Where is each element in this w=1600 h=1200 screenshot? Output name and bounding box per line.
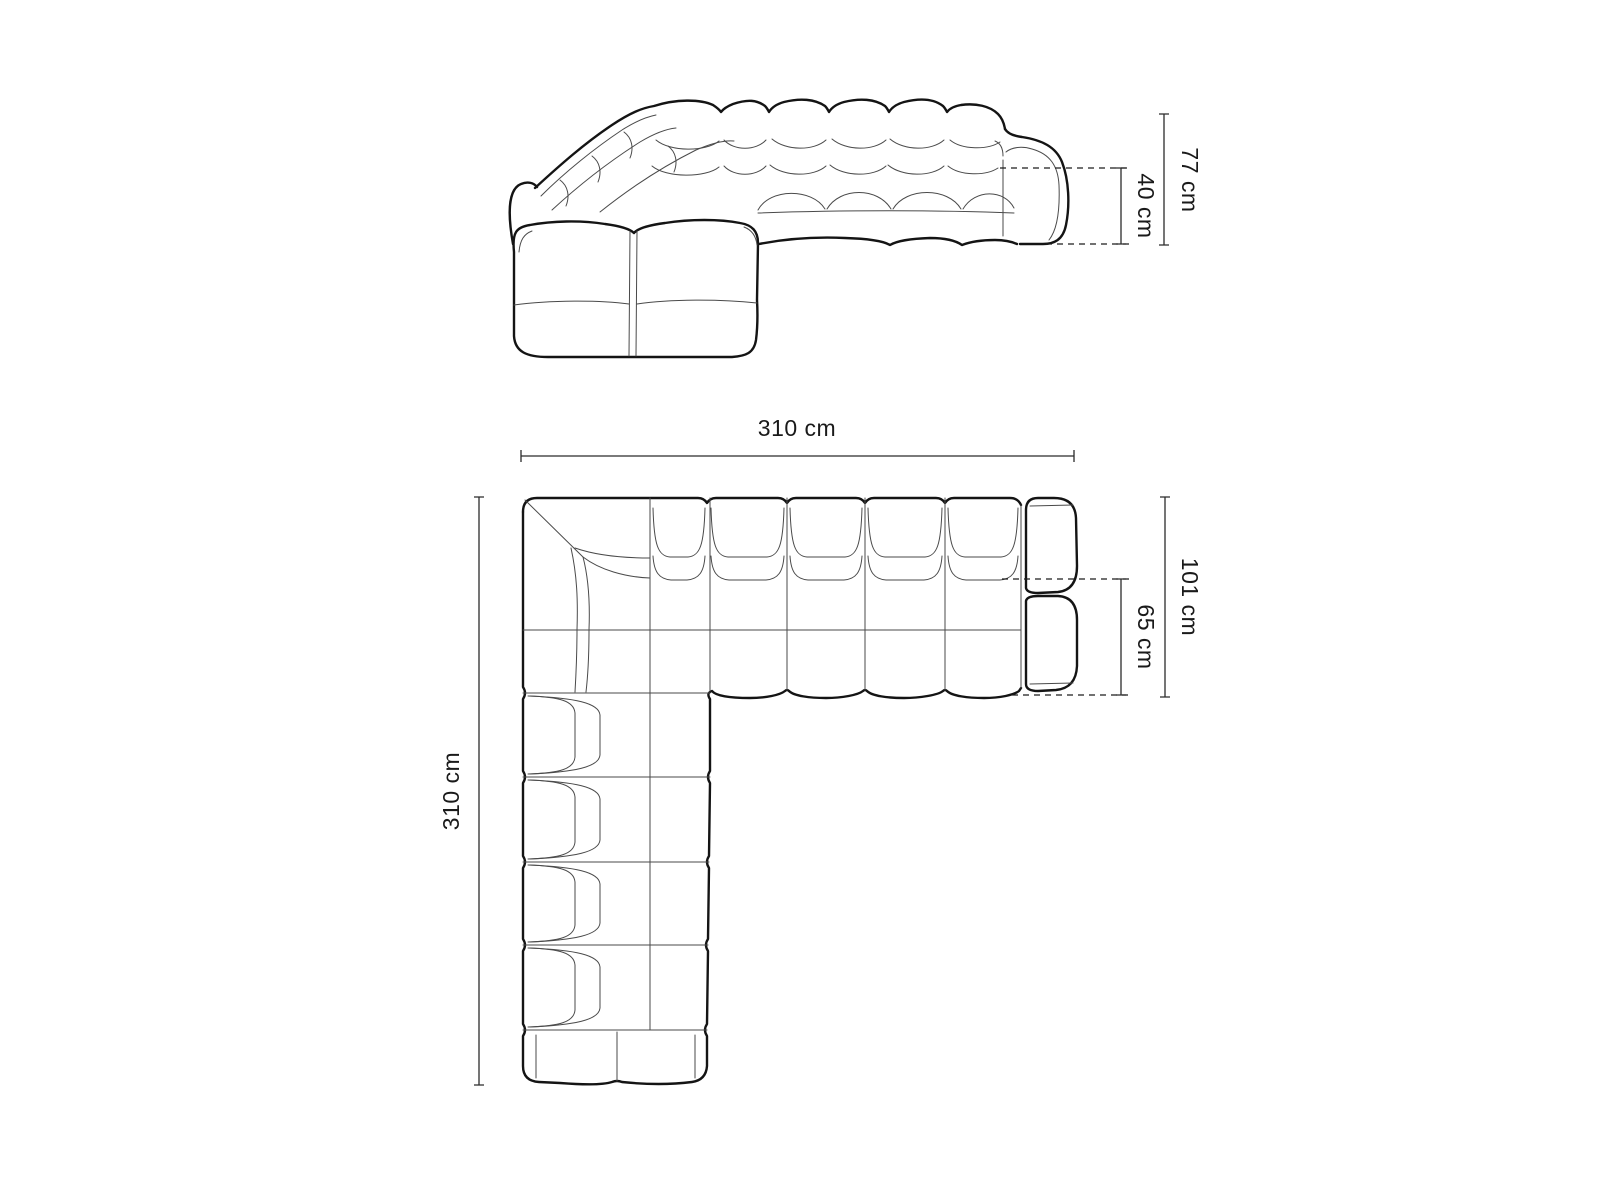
- plan-side-depth-label: 101 cm: [1176, 557, 1203, 637]
- front-overall-height-label: 77 cm: [1176, 147, 1203, 213]
- plan-width-label: 310 cm: [757, 415, 837, 441]
- front-seat-height-label: 40 cm: [1132, 173, 1159, 239]
- plan-seat-depth-label: 65 cm: [1132, 604, 1159, 670]
- plan-depth-label: 310 cm: [438, 751, 465, 831]
